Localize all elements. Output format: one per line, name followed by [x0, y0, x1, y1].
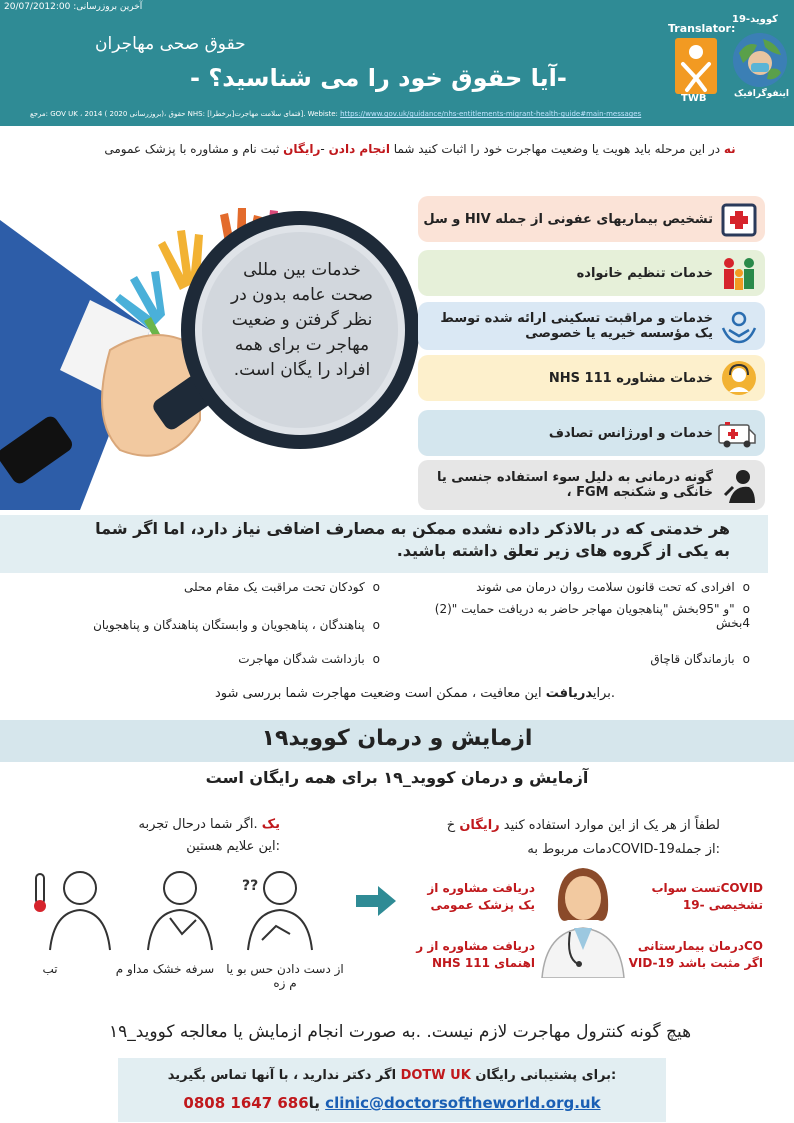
intro-part1: در این مرحله باید هویت یا وضعیت مهاجرت خود را اثبات کنید شما — [389, 142, 724, 156]
contact-email[interactable]: clinic@doctorsoftheworld.org.uk — [325, 1094, 601, 1112]
intro-no: نه — [723, 142, 736, 156]
intro-text — [95, 142, 745, 156]
symptom-question: یک .اگر شما درحال تجربه :این علایم هستین — [138, 817, 280, 854]
doctor-item-swab: COVIDتست سواب تشخیصی -19 — [651, 881, 763, 912]
globe-mask-icon — [733, 33, 787, 87]
service-item-abuse — [418, 460, 765, 510]
service-label: خدمات و اورژانس تصادف — [548, 425, 713, 441]
cough-person-icon — [148, 872, 212, 950]
doctor-item-nhs111: دریافت مشاوره از ر اهنمای NHS 111 — [416, 939, 535, 970]
group-item: oافرادی که تحت قانون سلامت روان درمان می شوند — [476, 580, 750, 594]
first-aid-kit-icon — [719, 199, 759, 239]
group-item: oکودکان تحت مراقبت یک مقام محلی — [183, 580, 380, 594]
symptom-cough: سرفه خشک مداو م — [115, 962, 215, 976]
twb-logo-icon — [675, 38, 717, 94]
service-item-family — [418, 250, 765, 296]
reference-link[interactable]: https://www.gov.uk/guidance/nhs-entitlements-migrant-health-guide#main-messages — [340, 110, 642, 118]
service-label: گونه درمانی به دلیل سوء استفاده جنسی یا خانگی و شکنجه FGM ، — [436, 470, 713, 500]
family-icon — [719, 253, 759, 293]
headset-operator-icon — [719, 358, 759, 398]
intro-part3: ثبت نام و مشاوره با پزشک عمومی — [104, 142, 284, 156]
svg-text:??: ?? — [242, 878, 259, 894]
covid-subheading: آزمایش و درمان کووید_١٩ برای همه رایگان است — [205, 768, 589, 787]
covid-label: 19-کووید — [732, 14, 778, 25]
support-person-icon — [719, 465, 759, 505]
reference-line — [30, 110, 641, 118]
reference-text: مرجع: GOV UK ، 2014 ( بروزرسانی 2020)، حقوق NHS: [برخطرا]فتمای سلامت مهاجرت]. Webiste: — [30, 110, 338, 118]
loss-of-smell-person-icon — [242, 872, 312, 950]
service-item-palliative — [418, 302, 765, 350]
doctor-item-gp: دریافت مشاوره از یک پزشک عمومی — [427, 881, 535, 912]
service-item-infectious — [418, 196, 765, 242]
service-label: تشخیص بیماریهای عفونی از جمله HIV و سل — [423, 211, 713, 227]
covid-heading: ازمایش و درمان کووید١٩ — [261, 726, 533, 751]
intro-part2: - — [320, 142, 329, 156]
group-item: oبازماندگان قاچاق — [650, 652, 750, 666]
magnifier-text: خدمات بین مللی صحت عامه بدون در نظر گرفتن و ضعیت مهاجر ت برای همه افراد را یگان است. — [231, 260, 373, 380]
exemption-note: .برایدریافت این معافیت ، ممکن است وضعیت مهاجرت شما بررسی شود — [215, 686, 615, 701]
care-hands-icon — [719, 306, 759, 346]
arrow-right-icon — [356, 886, 396, 916]
symptom-smell: از دست دادن حس بو یا م زه — [226, 962, 344, 990]
service-label: خدمات تنظیم خانواده — [576, 265, 713, 281]
no-control-text: هیچ گونه کنترول مهاجرت لازم نیست. .به صورت انجام ازمایش یا معالجه کووید_١٩ — [108, 1022, 692, 1042]
service-item-emergency — [418, 410, 765, 456]
service-item-nhs111 — [418, 355, 765, 401]
translator-label: Translator: — [668, 22, 736, 35]
doctor-icon — [538, 860, 628, 978]
page-subtitle: حقوق صحی مهاجران — [95, 34, 246, 54]
intro-free: رایگان — [283, 142, 321, 156]
last-update: 20/07/2012:00 :آخرین بروزرسانی — [4, 2, 143, 12]
fever-person-icon — [34, 872, 110, 950]
contact-line: :برای پشتیبانی رایگان DOTW UK اگر دکتر ندارید ، با آنها تماس بگیرید — [167, 1068, 617, 1083]
twb-label: TWB — [681, 93, 707, 104]
cost-text: هر خدمتی که در بالاذکر داده نشده ممکن به مصارف اضافی نیاز دارد، اما اگر شما به یکی از گروه های زیر تعلق داشته باشید. — [95, 519, 730, 560]
contact-phone[interactable]: 0808 1647 686 — [183, 1094, 309, 1112]
use-free-text: لطفاً از هر یک از این موارد استفاده کنید رایگان خ :از جملهCOVID-19دمات مربوط به — [446, 818, 720, 857]
ambulance-icon — [711, 413, 763, 453]
page-title: -آیا حقوق خود را می شناسید؟ - — [190, 64, 567, 92]
service-label: خدمات مشاوره NHS 111 — [548, 370, 713, 386]
group-item: o"و "95بخش "پناهجویان مهاجر حاضر به دریافت حمایت "(2) 4بخش — [434, 602, 750, 630]
group-item: oبازداشت شدگان مهاجرت — [238, 652, 380, 666]
symptom-fever: تب — [42, 962, 58, 976]
group-item: oپناهندگان ، پناهجویان و وابستگان پناهندگان و پناهجویان — [93, 618, 380, 632]
contact-details: 0808 1647 686یا clinic@doctorsoftheworld.org.uk — [183, 1094, 601, 1112]
infographic-label: اینفوگرافیک — [734, 89, 789, 99]
doctor-item-hospital: COدرمان بیمارستانی اگر مثبت باشد VID-19 — [628, 939, 763, 970]
symptom-figures — [20, 860, 320, 955]
intro-do: انجام دادن — [328, 142, 390, 156]
service-label: خدمات و مراقبت تسکینی ارائه شده توسط یک مؤسسه خیریه یا خصوصی — [440, 311, 713, 341]
